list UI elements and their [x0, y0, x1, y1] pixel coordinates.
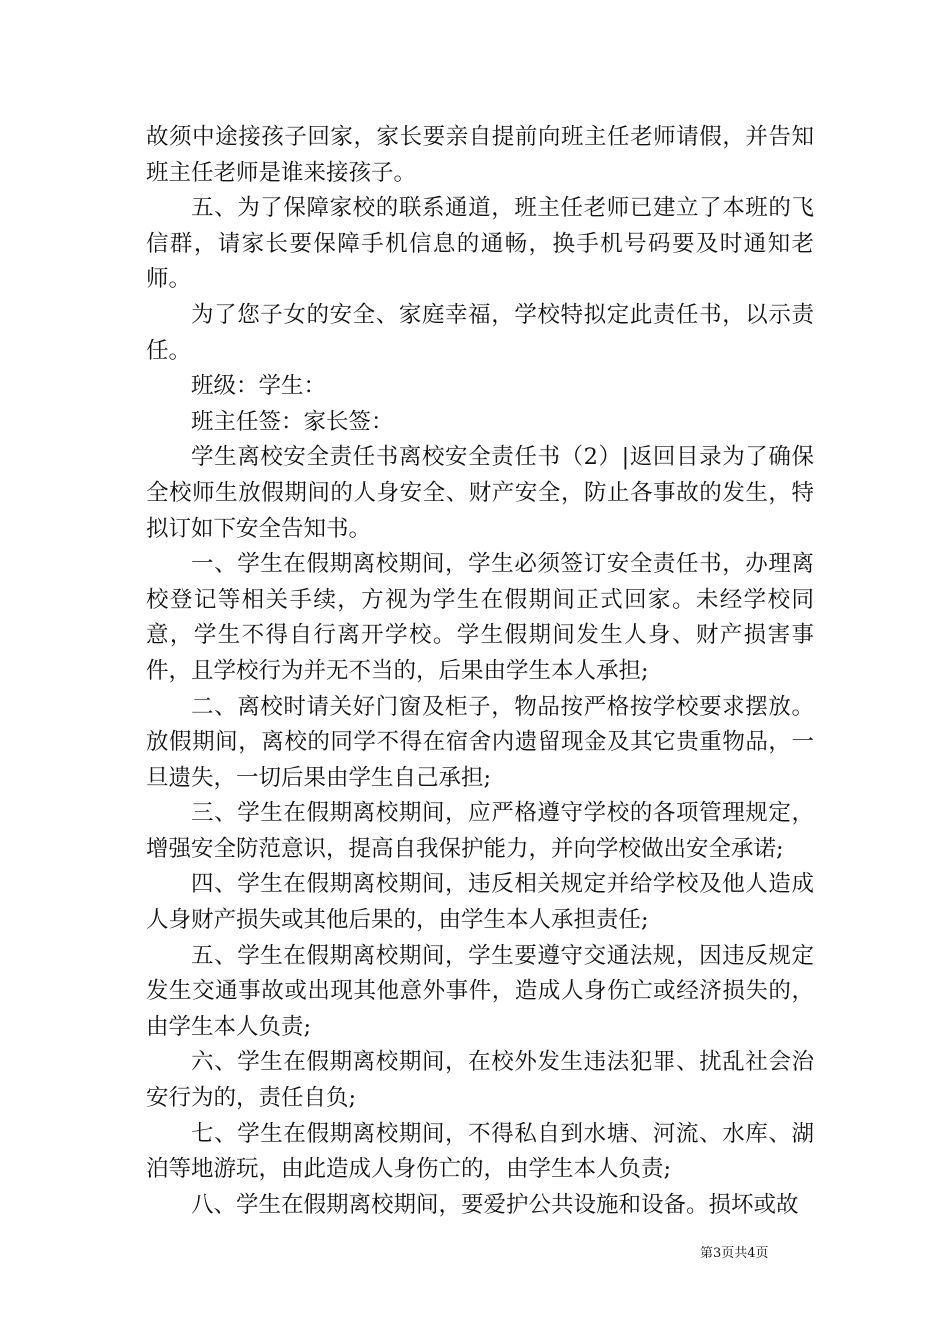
- paragraph-rule-three: 三、学生在假期离校期间，应严格遵守学校的各项管理规定，增强安全防范意识，提高自我保护能力，并向学校做出安全承诺;: [146, 800, 814, 862]
- signature-line-teacher-parent: 班主任签：家长签：: [191, 408, 394, 435]
- paragraph-item-five-contact: 五、为了保障家校的联系通道，班主任老师已建立了本班的飞信群，请家长要保障手机信息的通畅，换手机号码要及时通知老师。: [146, 195, 814, 293]
- paragraph-rule-six: 六、学生在假期离校期间，在校外发生违法犯罪、扰乱社会治安行为的，责任自负;: [146, 1049, 814, 1112]
- signature-line-class-student: 班级：学生：: [191, 373, 327, 400]
- paragraph-section-two-intro: 学生离校安全责任书离校安全责任书（2）|返回目录为了确保全校师生放假期间的人身安全、财产安全，防止各事故的发生，特拟订如下安全告知书。: [146, 444, 814, 542]
- paragraph-rule-five: 五、学生在假期离校期间，学生要遵守交通法规，因违反规定发生交通事故或出现其他意外事件，造成人身伤亡或经济损失的，由学生本人负责;: [146, 942, 814, 1040]
- paragraph-rule-seven: 七、学生在假期离校期间，不得私自到水塘、河流、水库、湖泊等地游玩，由此造成人身伤亡的，由学生本人负责;: [146, 1120, 814, 1183]
- document-body: [146, 120, 814, 1223]
- paragraph-rule-eight: 八、学生在假期离校期间，要爱护公共设施和设备。损坏或故: [191, 1191, 799, 1218]
- paragraph-rule-two: 二、离校时请关好门窗及柜子，物品按严格按学校要求摆放。放假期间，离校的同学不得在宿舍内遗留现金及其它贵重物品，一旦遗失，一切后果由学生自己承担;: [146, 693, 814, 791]
- paragraph-continuation: 故须中途接孩子回家，家长要亲自提前向班主任老师请假，并告知班主任老师是谁来接孩子。: [146, 124, 814, 186]
- paragraph-rule-four: 四、学生在假期离校期间，违反相关规定并给学校及他人造成人身财产损失或其他后果的，由学生本人承担责任;: [146, 871, 814, 934]
- page-number-footer: 第3页共4页: [700, 1246, 769, 1261]
- paragraph-closing-statement: 为了您子女的安全、家庭幸福，学校特拟定此责任书，以示责任。: [146, 301, 814, 364]
- paragraph-rule-one: 一、学生在假期离校期间，学生必须签订安全责任书，办理离校登记等相关手续，方视为学生在假期间正式回家。未经学校同意，学生不得自行离开学校。学生假期间发生人身、财产损害事件，且学校行为并无不当的，后果由学生本人承担;: [146, 551, 814, 684]
